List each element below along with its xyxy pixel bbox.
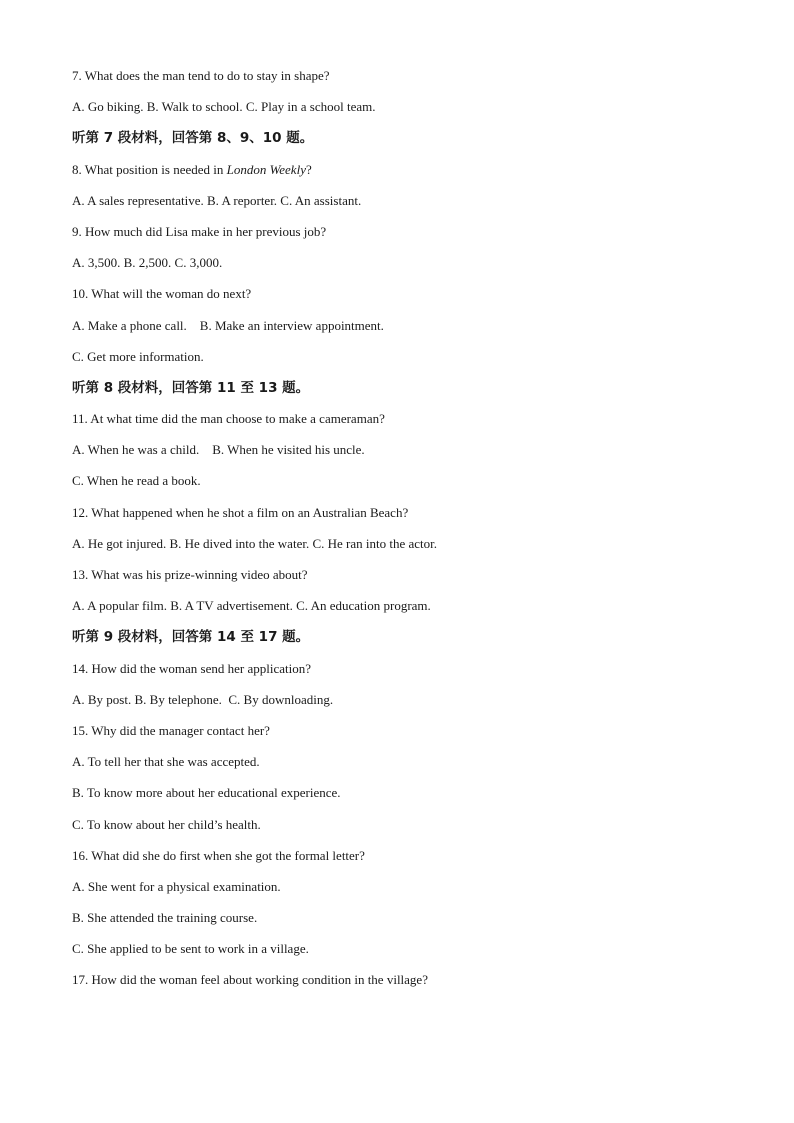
- document-page: [72, 66, 732, 1002]
- question-11: 11. At what time did the man choose to make a cameraman?: [72, 411, 385, 427]
- section-heading-text: 听第 9 段材料，回答第 14 至 17 题。: [72, 629, 310, 646]
- option-15-a: A. To tell her that she was accepted.: [72, 754, 260, 770]
- options-7: A. Go biking. B. Walk to school. C. Play in a school team.: [72, 99, 376, 115]
- section-heading-7: [72, 128, 732, 159]
- option-16-b: B. She attended the training course.: [72, 910, 258, 926]
- question-17: 17. How did the woman feel about working condition in the village?: [72, 972, 428, 988]
- question-8-mark: ?: [305, 161, 312, 177]
- options-10-c: C. Get more information.: [72, 348, 204, 364]
- question-16: 16. What did she do first when she got the formal letter?: [72, 847, 365, 863]
- question-8: [72, 160, 732, 191]
- options-12: A. He got injured. B. He dived into the water. C. He ran into the actor.: [72, 535, 437, 551]
- question-10: 10. What will the woman do next?: [72, 286, 252, 302]
- question-9: 9. How much did Lisa make in her previous job?: [72, 223, 327, 239]
- options-11-c: C. When he read a book.: [72, 473, 201, 489]
- question-7: 7. What does the man tend to do to stay in shape?: [72, 68, 330, 83]
- options-13: A. A popular film. B. A TV advertisement. C. An education program.: [72, 598, 431, 614]
- section-heading-text: 听第 8 段材料，回答第 11 至 13 题。: [72, 379, 310, 396]
- question-12: 12. What happened when he shot a film on an Australian Beach?: [72, 504, 409, 520]
- question-8-text: 8. What position is needed in: [72, 161, 227, 177]
- option-16-c: C. She applied to be sent to work in a village.: [72, 941, 309, 957]
- option-16-a: A. She went for a physical examination.: [72, 878, 281, 894]
- section-heading-9: [72, 627, 732, 658]
- options-9: A. 3,500. B. 2,500. C. 3,000.: [72, 255, 223, 271]
- section-heading-text: 听第 7 段材料，回答第 8、9、10 题。: [72, 130, 314, 147]
- options-10-ab: A. Make a phone call. B. Make an interview appointment.: [72, 317, 384, 333]
- options-14: A. By post. B. By telephone. C. By downloading.: [72, 691, 334, 707]
- option-15-b: B. To know more about her educational experience.: [72, 785, 341, 801]
- option-15-c: C. To know about her child’s health.: [72, 816, 261, 832]
- question-13: 13. What was his prize-winning video about?: [72, 567, 308, 582]
- publication-title: London Weekly: [226, 161, 306, 177]
- options-11-ab: A. When he was a child. B. When he visited his uncle.: [72, 442, 365, 458]
- question-15: 15. Why did the manager contact her?: [72, 722, 270, 738]
- question-14: 14. How did the woman send her application?: [72, 660, 311, 676]
- options-8: A. A sales representative. B. A reporter. C. An assistant.: [72, 192, 362, 208]
- section-heading-8: [72, 378, 732, 409]
